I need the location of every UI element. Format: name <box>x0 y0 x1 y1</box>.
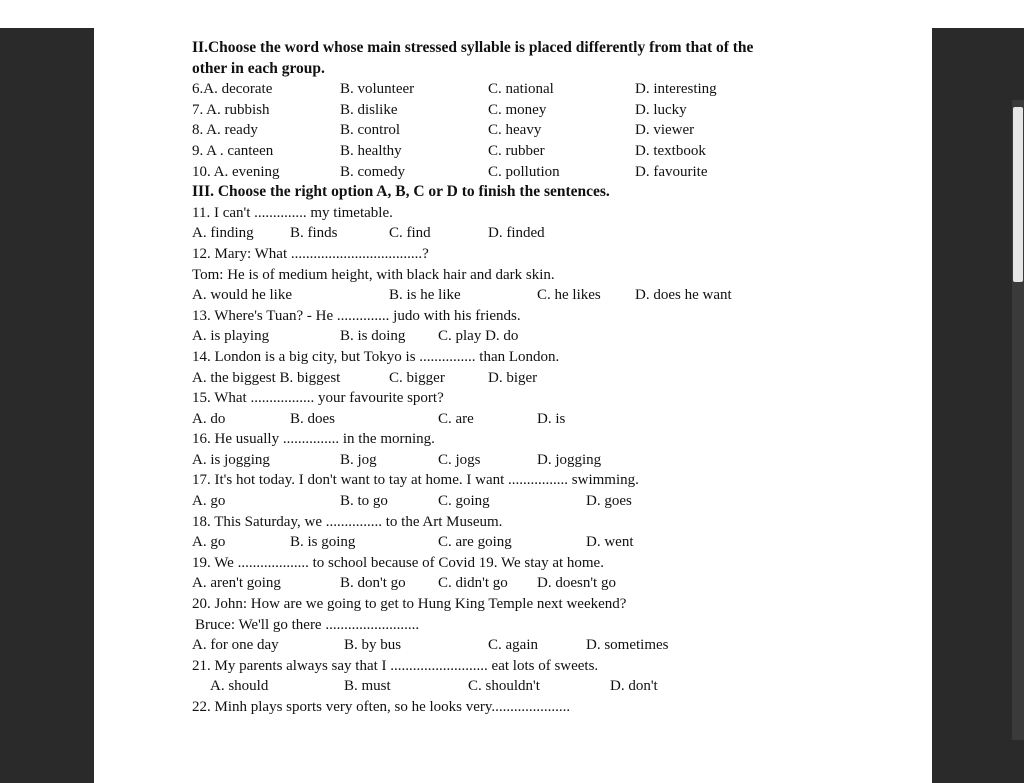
option-b: B. by bus <box>344 637 402 654</box>
section-2-heading: II.Choose the word whose main stressed syllable is placed differently from that of the <box>192 39 754 56</box>
option-c: C. bigger <box>389 369 445 386</box>
option-c: C. didn't go <box>438 575 508 592</box>
option-b: B. is he like <box>389 287 461 304</box>
question-22: 22. Minh plays sports very often, so he looks very..................... <box>192 699 571 715</box>
option-a: A. should <box>210 678 269 695</box>
question-20-options <box>192 635 892 656</box>
option-b: B. volunteer <box>340 81 415 98</box>
option-b: B. don't go <box>340 575 406 592</box>
question-13: 13. Where's Tuan? - He .............. judo with his friends. <box>192 307 521 324</box>
question-8 <box>192 120 892 141</box>
question-19: 19. We ................... to school because of Covid 19. We stay at home. <box>192 554 604 571</box>
question-12-answer-line: Tom: He is of medium height, with black hair and dark skin. <box>192 266 555 283</box>
option-d: D. lucky <box>635 101 687 118</box>
option-b: B. is doing <box>340 328 406 345</box>
option-a: A. finding <box>192 225 254 242</box>
option-a: A. for one day <box>192 637 279 654</box>
question-18: 18. This Saturday, we ............... to the Art Museum. <box>192 513 503 530</box>
option-b: B. does <box>290 410 335 427</box>
question-12-options <box>192 285 892 306</box>
option-c: C. he likes <box>537 287 601 304</box>
option-c: C. again <box>488 637 538 654</box>
option-d: D. viewer <box>635 122 695 139</box>
question-18-options <box>192 532 892 553</box>
viewer-left-margin <box>0 28 94 783</box>
option-d: D. goes <box>586 493 632 510</box>
option-b: B. to go <box>340 493 388 510</box>
option-b: B. control <box>340 122 400 139</box>
question-17-options <box>192 491 892 512</box>
option-a: 10. A. evening <box>192 163 280 180</box>
option-a: A. is playing <box>192 328 270 345</box>
document-page <box>94 28 932 783</box>
option-d: D. don't <box>610 678 658 695</box>
section-2-heading-cont: other in each group. <box>192 59 325 77</box>
option-d: D. favourite <box>635 163 708 180</box>
option-a: A. do <box>192 410 226 427</box>
question-15: 15. What ................. your favourite sport? <box>192 390 444 407</box>
question-20-answer-line: Bruce: We'll go there ......................... <box>195 616 420 633</box>
question-10 <box>192 162 892 183</box>
section-3-heading: III. Choose the right option A, B, C or D to finish the sentences. <box>192 183 610 201</box>
option-c: C. are <box>438 410 474 427</box>
option-b: B. comedy <box>340 163 405 180</box>
question-16: 16. He usually ............... in the morning. <box>192 431 435 448</box>
question-13-options <box>192 326 892 347</box>
option-a-b: A. the biggest B. biggest <box>192 369 341 386</box>
question-19-options <box>192 573 892 594</box>
option-a: 8. A. ready <box>192 122 258 139</box>
question-21-options <box>192 676 892 697</box>
option-d: D. went <box>586 534 634 551</box>
option-d: D. is <box>537 410 566 427</box>
option-c: C. going <box>438 493 490 510</box>
option-c: C. shouldn't <box>468 678 540 695</box>
question-9 <box>192 141 892 162</box>
option-c: C. rubber <box>488 142 545 159</box>
question-20: 20. John: How are we going to get to Hung King Temple next weekend? <box>192 596 627 613</box>
option-b: B. must <box>344 678 391 695</box>
question-17: 17. It's hot today. I don't want to tay at home. I want ................ swimming. <box>192 472 639 489</box>
option-c: C. jogs <box>438 451 481 468</box>
option-a: A. would he like <box>192 287 292 304</box>
option-d: D. sometimes <box>586 637 669 654</box>
scrollbar-thumb[interactable] <box>1013 107 1023 282</box>
option-a: 9. A . canteen <box>192 142 274 159</box>
option-c-d: C. play D. do <box>438 328 519 345</box>
option-c: C. are going <box>438 534 512 551</box>
option-b: B. is going <box>290 534 356 551</box>
option-a: A. aren't going <box>192 575 281 592</box>
option-a: A. is jogging <box>192 451 270 468</box>
option-c: C. heavy <box>488 122 542 139</box>
option-b: B. dislike <box>340 101 398 118</box>
option-a: A. go <box>192 493 226 510</box>
question-16-options <box>192 450 892 471</box>
question-6 <box>192 79 892 100</box>
option-d: D. jogging <box>537 451 602 468</box>
question-11-options <box>192 223 892 244</box>
option-c: C. find <box>389 225 431 242</box>
option-b: B. jog <box>340 451 377 468</box>
viewer-right-margin <box>932 28 1024 783</box>
question-14: 14. London is a big city, but Tokyo is ............... than London. <box>192 348 560 365</box>
option-b: B. finds <box>290 225 338 242</box>
option-d: D. does he want <box>635 287 732 304</box>
option-c: C. money <box>488 101 547 118</box>
option-c: C. national <box>488 81 554 98</box>
option-a: 6.A. decorate <box>192 81 273 98</box>
question-21: 21. My parents always say that I .......................... eat lots of sweets. <box>192 657 599 674</box>
question-11: 11. I can't .............. my timetable. <box>192 204 393 221</box>
option-d: D. biger <box>488 369 538 386</box>
option-a: A. go <box>192 534 226 551</box>
viewer-top-band <box>0 0 1024 28</box>
question-12: 12. Mary: What ...................................? <box>192 245 429 262</box>
option-a: 7. A. rubbish <box>192 101 270 118</box>
option-d: D. textbook <box>635 142 706 159</box>
option-b: B. healthy <box>340 142 402 159</box>
option-d: D. interesting <box>635 81 717 98</box>
question-7 <box>192 100 892 121</box>
worksheet-content <box>192 38 892 718</box>
question-15-options <box>192 409 892 430</box>
option-c: C. pollution <box>488 163 560 180</box>
question-14-options <box>192 368 892 389</box>
option-d: D. doesn't go <box>537 575 616 592</box>
option-d: D. finded <box>488 225 545 242</box>
